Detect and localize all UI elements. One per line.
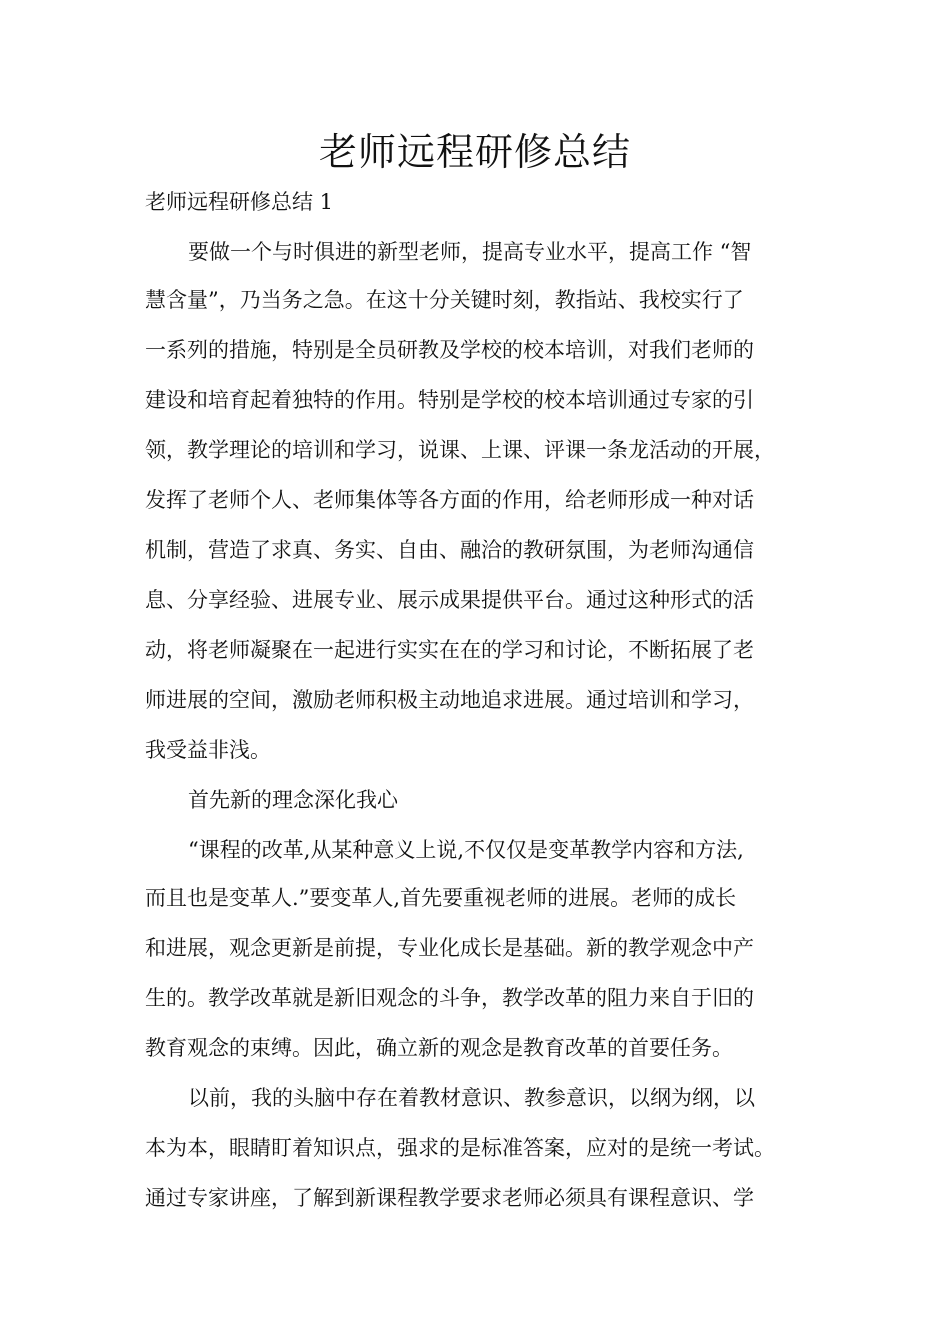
paragraph-line: 以前，我的头脑中存在着教材意识、教参意识，以纲为纲，以 (188, 1086, 755, 1110)
paragraph-line: 教育观念的束缚。因此，确立新的观念是教育改革的首要任务。 (145, 1036, 733, 1060)
paragraph-line: 建设和培育起着独特的作用。特别是学校的校本培训通过专家的引 (145, 388, 754, 412)
document-title: 老师远程研修总结 (318, 130, 631, 174)
paragraph-line: 领，教学理论的培训和学习，说课、上课、评课一条龙活动的开展， (145, 438, 775, 462)
paragraph-line: 和进展，观念更新是前提，专业化成长是基础。新的教学观念中产 (145, 936, 754, 960)
paragraph-heading: 首先新的理念深化我心 (188, 788, 398, 812)
paragraph-line: “课程的改革,从某种意义上说,不仅仅是变革教学内容和方法, (188, 838, 744, 862)
paragraph-line: 机制，营造了求真、务实、自由、融洽的教研氛围，为老师沟通信 (145, 538, 754, 562)
paragraph-line: 息、分享经验、进展专业、展示成果提供平台。通过这种形式的活 (145, 588, 754, 612)
paragraph-line: 要做一个与时俱进的新型老师，提高专业水平，提高工作 “智 (188, 240, 752, 264)
paragraph-line: 生的。教学改革就是新旧观念的斗争，教学改革的阻力来自于旧的 (145, 986, 754, 1010)
paragraph-line: 本为本，眼睛盯着知识点，强求的是标准答案，应对的是统一考试。 (145, 1136, 775, 1160)
paragraph-line: 动，将老师凝聚在一起进行实实在在的学习和讨论，不断拓展了老 (145, 638, 754, 662)
paragraph-line: 慧含量”，乃当务之急。在这十分关键时刻，教指站、我校实行了 (145, 288, 744, 312)
section-heading: 老师远程研修总结 1 (145, 190, 334, 214)
paragraph-line: 而且也是变革人.”要变革人,首先要重视老师的进展。老师的成长 (145, 886, 737, 910)
paragraph-line: 通过专家讲座，了解到新课程教学要求老师必须具有课程意识、学 (145, 1186, 754, 1210)
paragraph-line: 一系列的措施，特别是全员研教及学校的校本培训，对我们老师的 (145, 338, 754, 362)
paragraph-line: 我受益非浅。 (145, 738, 271, 762)
paragraph-line: 发挥了老师个人、老师集体等各方面的作用，给老师形成一种对话 (145, 488, 754, 512)
paragraph-line: 师进展的空间，激励老师积极主动地追求进展。通过培训和学习， (145, 688, 754, 712)
